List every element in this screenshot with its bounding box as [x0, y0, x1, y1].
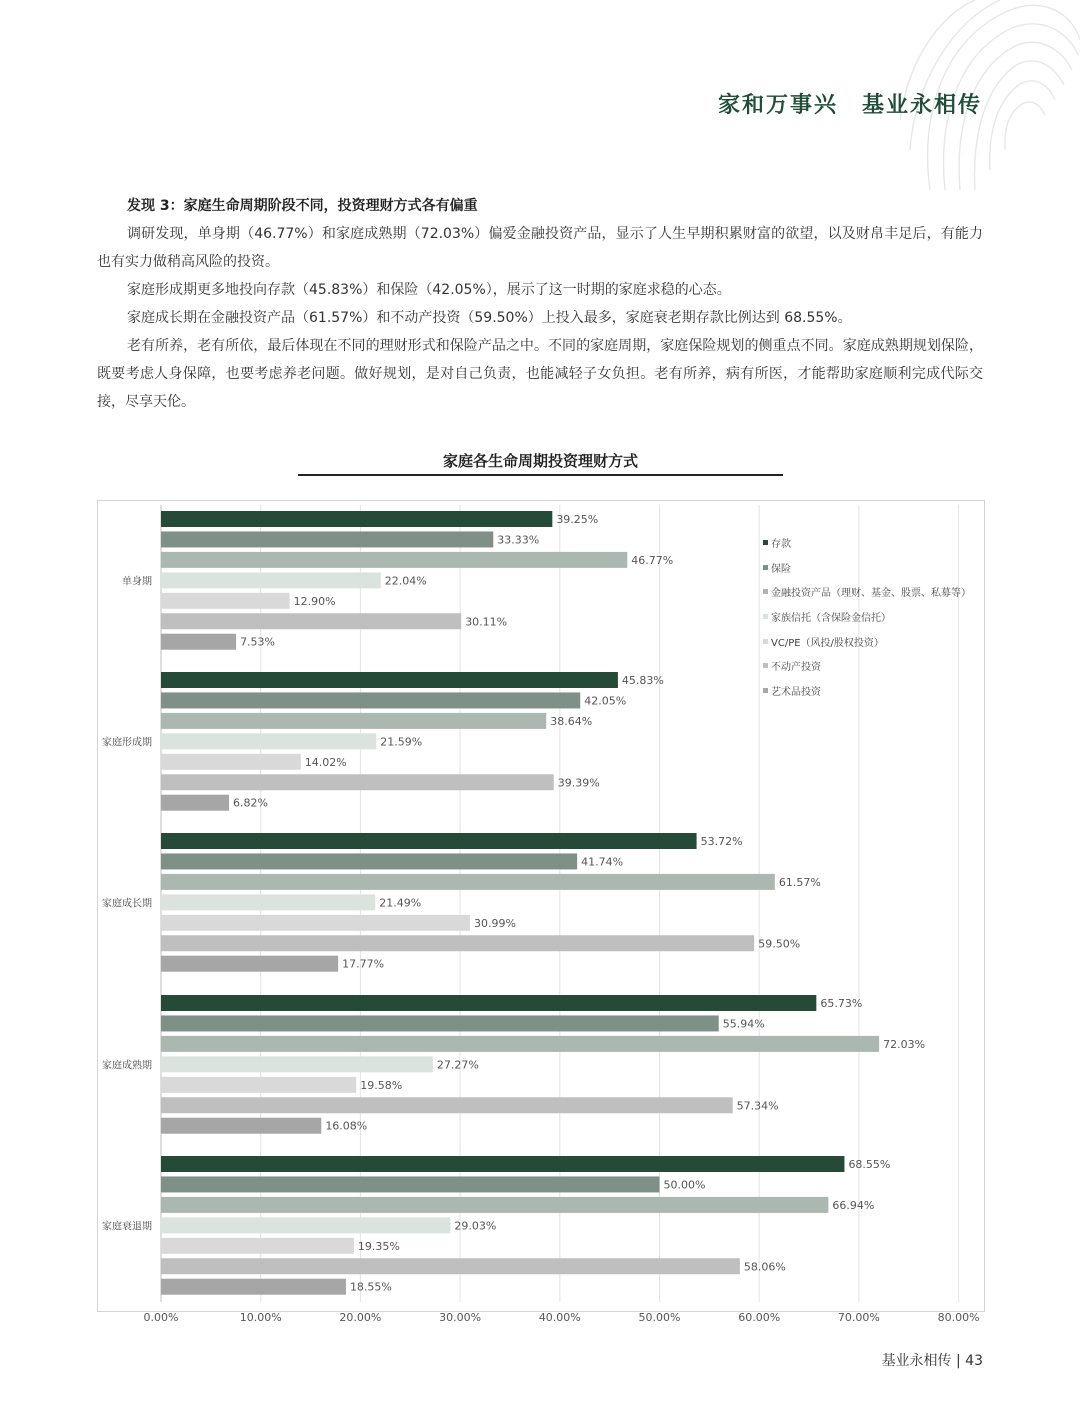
data-label: 6.82% [232, 796, 268, 810]
data-label: 39.25% [556, 513, 599, 526]
category-label: 单身期 [122, 576, 152, 588]
data-label: 30.11% [465, 615, 508, 629]
data-label: 53.72% [700, 835, 743, 848]
bar [161, 511, 552, 527]
bar [161, 1097, 733, 1113]
data-label: 66.94% [832, 1198, 875, 1212]
page-footer: 基业永相传 | 43 [881, 1353, 983, 1369]
bar [161, 833, 697, 849]
legend-label: 存款 [771, 538, 791, 550]
bar [161, 1118, 321, 1134]
bar [161, 754, 301, 770]
data-label: 7.53% [240, 635, 276, 649]
bar [161, 552, 627, 568]
bar [161, 894, 375, 910]
data-label: 38.64% [550, 714, 593, 728]
bar [161, 713, 546, 729]
bar [161, 774, 554, 790]
x-tick-label: 50.00% [638, 1311, 681, 1324]
finding-paragraph: 家庭成长期在金融投资产品（61.57%）和不动产投资（59.50%）上投入最多，家庭衰老期存款比例达到 68.55%。 [127, 310, 852, 326]
legend-label: 艺术品投资 [771, 686, 821, 698]
data-label: 22.04% [384, 574, 427, 588]
bar [161, 915, 470, 931]
category-label: 家庭衰退期 [102, 1221, 152, 1233]
x-tick-label: 40.00% [538, 1311, 581, 1324]
finding-paragraph: 家庭形成期更多地投向存款（45.83%）和保险（42.05%），展示了这一时期的家庭求稳的心态。 [127, 282, 731, 298]
bar [161, 956, 338, 972]
x-tick-label: 30.00% [439, 1311, 482, 1324]
bar [161, 531, 493, 547]
bar [161, 874, 775, 890]
x-tick-label: 60.00% [738, 1311, 781, 1324]
legend-swatch [763, 540, 768, 545]
data-label: 65.73% [820, 997, 863, 1010]
data-label: 17.77% [342, 957, 385, 971]
legend-label: VC/PE（风投/股权投资） [771, 637, 884, 649]
data-label: 57.34% [736, 1099, 779, 1113]
bar [161, 1279, 346, 1295]
data-label: 58.06% [743, 1260, 786, 1274]
legend-label: 金融投资产品（理财、基金、股票、私募等） [771, 588, 971, 600]
finding-title: 发现 3：家庭生命周期阶段不同，投资理财方式各有偏重 [127, 198, 478, 214]
bar [161, 1056, 433, 1072]
legend-swatch [763, 688, 768, 693]
legend-label: 保险 [771, 563, 791, 575]
bar [161, 1036, 879, 1052]
data-label: 45.83% [621, 674, 664, 687]
bar [161, 995, 816, 1011]
category-label: 家庭形成期 [102, 737, 152, 749]
legend-swatch [763, 614, 768, 619]
data-label: 72.03% [883, 1037, 926, 1051]
category-label: 家庭成长期 [102, 898, 152, 910]
header-title: 家和万事兴 基业永相传 [717, 93, 982, 118]
data-label: 12.90% [293, 594, 336, 608]
data-label: 16.08% [325, 1119, 368, 1133]
data-label: 46.77% [631, 553, 674, 567]
chart-title: 家庭各生命周期投资理财方式 [442, 452, 638, 470]
finding-paragraph: 老有所养，老有所依，最后体现在不同的理财形式和保险产品之中。不同的家庭周期，家庭保险规划的侧重点不同。家庭成熟期规划保险，既要考虑人身保障，也要考虑养老问题。做好规划，是对自己负责，也能减轻子女负担。老有所养，病有所医，才能帮助家庭顺利完成代际交接，尽享天伦。 [97, 338, 983, 410]
bar [161, 1077, 356, 1093]
bar [161, 1156, 844, 1172]
legend-swatch [763, 565, 768, 570]
data-label: 27.27% [436, 1058, 479, 1072]
data-label: 55.94% [722, 1017, 765, 1031]
bar [161, 593, 290, 609]
legend-swatch [763, 639, 768, 644]
x-tick-label: 10.00% [239, 1311, 282, 1324]
data-label: 18.55% [349, 1280, 392, 1294]
bar [161, 572, 381, 588]
x-tick-label: 80.00% [937, 1311, 980, 1324]
data-label: 61.57% [778, 875, 821, 889]
data-label: 21.59% [380, 735, 423, 749]
data-label: 19.35% [357, 1239, 400, 1253]
legend-item [763, 629, 971, 654]
data-label: 41.74% [581, 855, 624, 869]
data-label: 14.02% [304, 755, 347, 769]
data-label: 19.58% [360, 1078, 403, 1092]
legend-item [763, 579, 971, 604]
legend-item [763, 653, 971, 678]
bar [161, 613, 461, 629]
bar [161, 1258, 740, 1274]
data-label: 50.00% [663, 1178, 706, 1192]
legend-item [763, 530, 971, 555]
legend-label: 不动产投资 [771, 662, 821, 674]
bar [161, 634, 236, 650]
x-tick-label: 70.00% [837, 1311, 880, 1324]
legend-item [763, 555, 971, 580]
legend-label: 家族信托（含保险金信托） [771, 612, 891, 624]
bar [161, 1015, 719, 1031]
finding-paragraph: 调研发现，单身期（46.77%）和家庭成熟期（72.03%）偏爱金融投资产品，显示了人生早期积累财富的欲望，以及财帛丰足后，有能力也有实力做稍高风险的投资。 [97, 226, 983, 270]
bar [161, 1176, 660, 1192]
data-label: 21.49% [379, 896, 422, 910]
data-label: 39.39% [557, 776, 600, 790]
bar [161, 1238, 354, 1254]
bar [161, 733, 376, 749]
bar [161, 935, 754, 951]
legend-item [763, 678, 971, 703]
bar [161, 1197, 828, 1213]
data-label: 68.55% [848, 1158, 891, 1171]
bar [161, 795, 229, 811]
data-label: 59.50% [758, 937, 801, 951]
bar [161, 1217, 450, 1233]
data-label: 33.33% [497, 533, 540, 547]
x-tick-label: 20.00% [339, 1311, 382, 1324]
data-label: 29.03% [454, 1219, 497, 1233]
bar [161, 853, 577, 869]
chart-legend [763, 530, 971, 703]
bar [161, 692, 580, 708]
x-tick-label: 0.00% [143, 1311, 179, 1324]
legend-swatch [763, 589, 768, 594]
legend-swatch [763, 663, 768, 668]
legend-item [763, 604, 971, 629]
category-label: 家庭成熟期 [102, 1060, 152, 1072]
data-label: 30.99% [473, 916, 516, 930]
data-label: 42.05% [584, 694, 627, 708]
bar [161, 672, 618, 688]
